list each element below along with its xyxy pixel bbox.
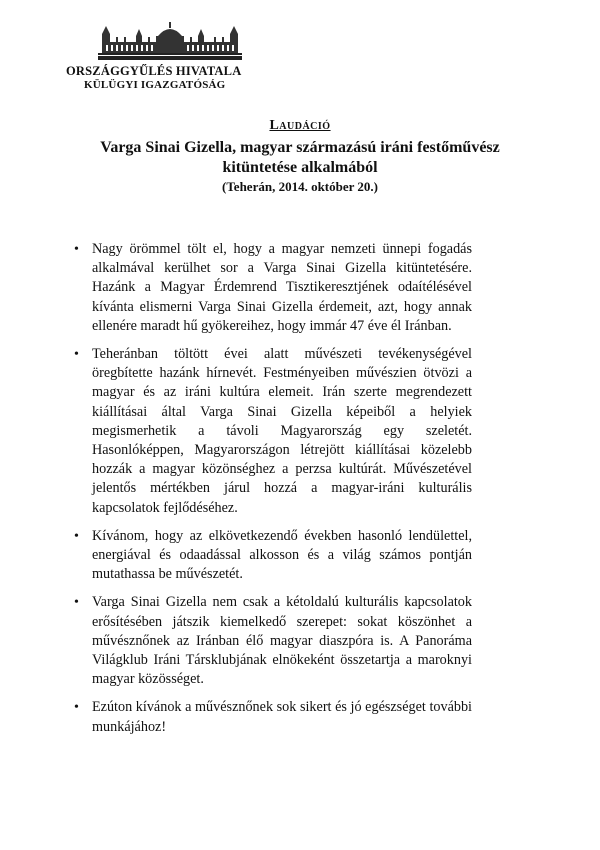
document-title: Varga Sinai Gizella, magyar származású iráni festőművész kitüntetése alkalmából [100,139,500,176]
bullet-icon: • [74,242,79,257]
paragraph [74,698,472,736]
paragraph-text: Ezúton kívánok a művésznőnek sok sikert és jó egészséget további munkájához! [92,699,472,735]
paragraph [74,593,472,689]
bullet-icon: • [74,595,79,611]
paragraph [74,527,472,585]
paragraph-text: Teheránban töltött évei alatt művészeti tevékenységével öregbítette hazánk hírnevét. Festményeiben művészien ötvözi a magyar és az iráni kultúra elemeit. Irán szerte megrendezett kiállításai által Varga Sinai Gizella képeiből a helyiek megismerhetik a távoli Magyarország egy szeletét. Hasonlóképpen, Magyarországon létrejött kiállításai közelebb hozzák a magyar közönséghez a perzsa kultúrát. Művészetével jelentős mértékben járul hozzá a magyar-iráni kulturális kapcsolatok fejlődéséhez. [92,346,472,516]
paragraph [74,345,472,518]
laudation-body [74,240,472,746]
paragraph [74,240,472,336]
paragraph-text: Nagy örömmel tölt el, hogy a magyar nemzeti ünnepi fogadás alkalmával kerülhet sor a Varga Sinai Gizella kitüntetésére. Hazánk a Magyar Érdemrend Tisztikeresztjének odaítélésével kívánta elismerni Varga Sinai Gizella érdemeit, azt, hogy annak ellenére maradt hű gyökereihez, hogy immár 47 éve él Iránban. [92,241,472,334]
paragraph-text: Varga Sinai Gizella nem csak a kétoldalú kulturális kapcsolatok erősítésében játszik kiemelkedő szerepet: sokat köszönhet a művésznőnek az Iránban élő magyar diaszpóra is. A Panoráma Világklub Iráni Társklubjának elnökeként összetartja a maroknyi magyar közösséget. [92,594,472,688]
organization-name [66,64,241,92]
document-type: Laudáció [269,118,331,133]
bullet-icon: • [74,700,79,716]
paragraph-text: Kívánom, hogy az elkövetkezendő években hasonló lendülettel, energiával és odaadással alkosson és a világ számos pontján mutathassa be művészetét. [92,527,472,583]
bullet-icon: • [74,347,79,363]
organization-line-2: KÜLÜGYI IGAZGATÓSÁG [84,79,226,91]
bullet-icon: • [74,528,79,544]
parliament-building-icon [96,22,244,62]
organization-line-1: ORSZÁGGYŰLÉS HIVATALA [66,64,242,78]
document-subtitle: (Teherán, 2014. október 20.) [222,179,378,194]
